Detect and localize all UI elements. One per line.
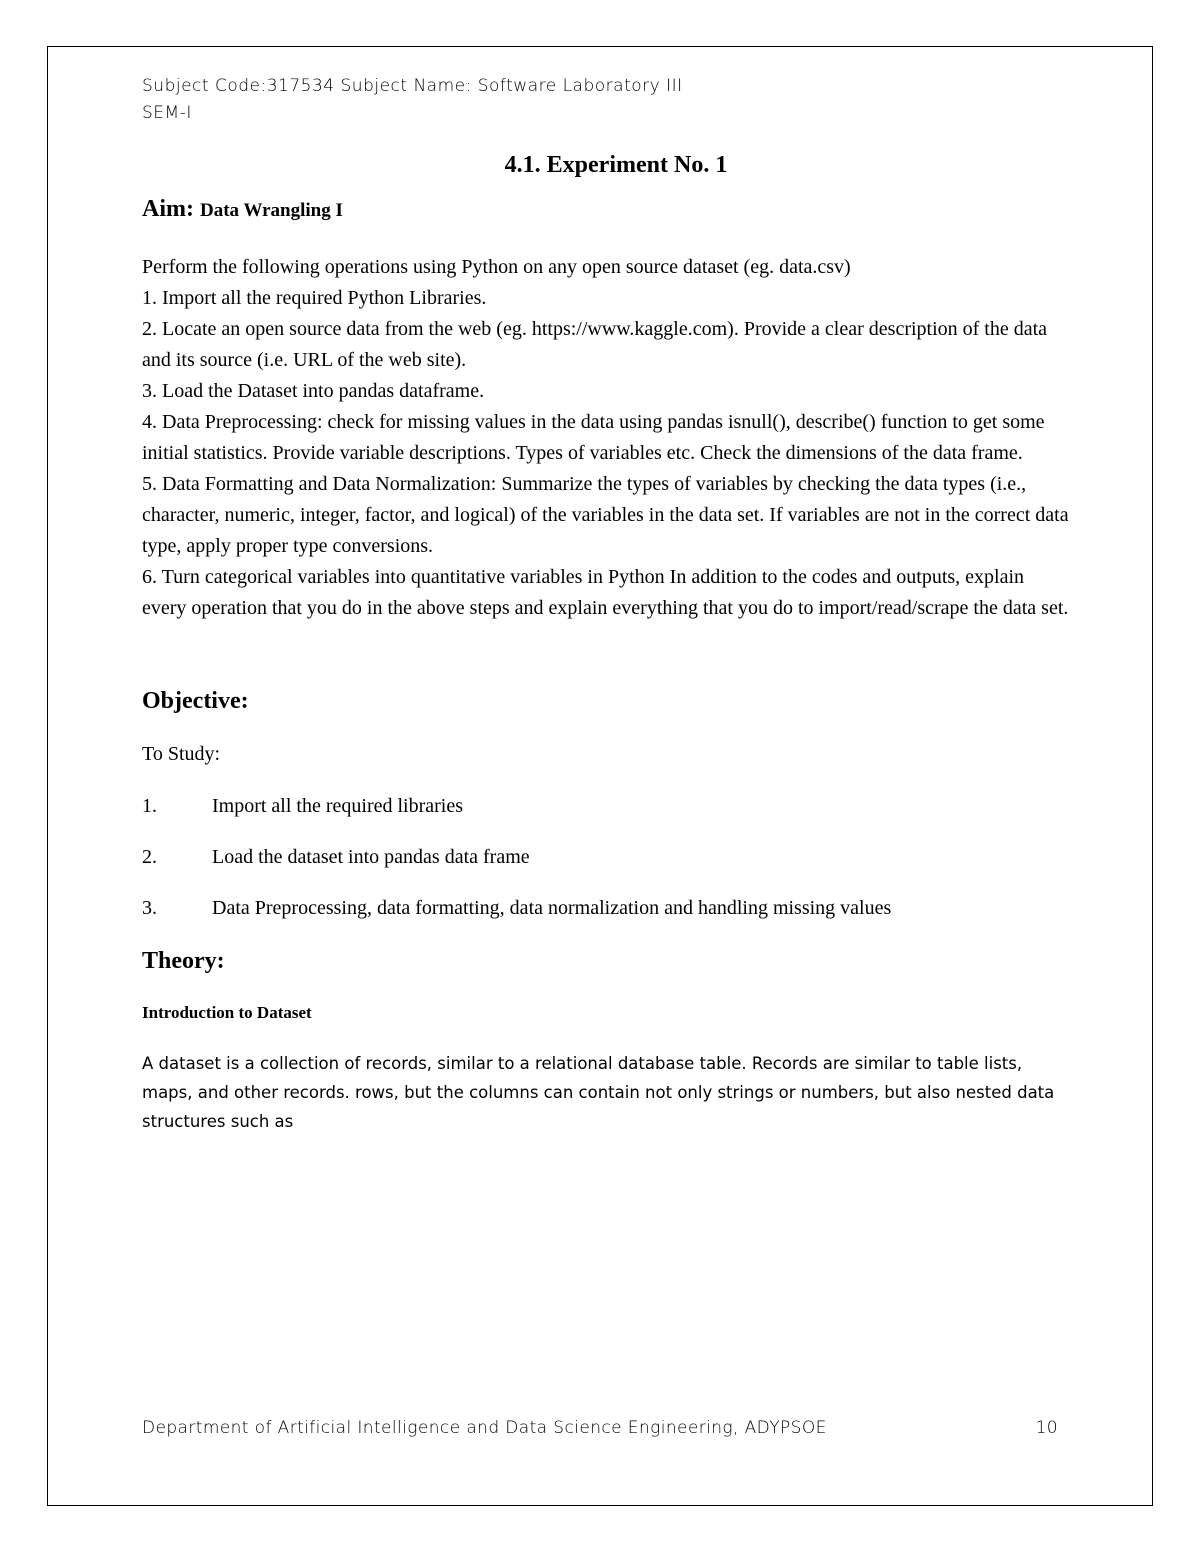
intro-line: Perform the following operations using Python on any open source dataset (eg. data.csv): [142, 256, 851, 278]
page-header: [142, 73, 683, 127]
intro-line: 3. Load the Dataset into pandas dataframe.: [142, 380, 485, 402]
semester-line: SEM-I: [142, 103, 192, 123]
objective-item-number: 1.: [142, 795, 157, 817]
objective-item-text: Load the dataset into pandas data frame: [212, 846, 530, 868]
objective-item: [142, 795, 463, 818]
to-study-label: To Study:: [142, 743, 221, 765]
aim-text: Data Wrangling I: [199, 200, 343, 221]
intro-line: 5. Data Formatting and Data Normalization: Summarize the types of variables by checking the data types (i.e., character, numeric, integer, factor, and logical) of the variables in the data set. If variables are not in the correct data type, apply proper type conversions.: [142, 473, 1069, 557]
problem-statement: [142, 252, 1072, 624]
aim-label: Aim:: [142, 196, 194, 222]
intro-paragraph: A dataset is a collection of records, similar to a relational database table. Records are similar to table lists, maps, and other records. rows, but the columns can contain not only strings or numbers, but also nested data structures such as: [142, 1054, 1055, 1131]
footer-department: Department of Artificial Intelligence and Data Science Engineering, ADYPSOE: [142, 1418, 827, 1438]
objective-item-text: Import all the required libraries: [212, 795, 464, 817]
page-footer: [142, 1418, 1058, 1438]
intro-line: 2. Locate an open source data from the web (eg. https://www.kaggle.com). Provide a clear description of the data and its source (i.e. URL of the web site).: [142, 318, 1048, 371]
page-number: 10: [1035, 1418, 1058, 1438]
objective-heading: Objective:: [142, 688, 249, 714]
objective-item-text: Data Preprocessing, data formatting, data normalization and handling missing values: [212, 897, 892, 919]
intro-line: 1. Import all the required Python Libraries.: [142, 287, 487, 309]
intro-line: 6. Turn categorical variables into quantitative variables in Python In addition to the codes and outputs, explain every operation that you do in the above steps and explain everything that you do to import/read/scrape the data set.: [142, 566, 1069, 619]
experiment-title: 4.1. Experiment No. 1: [504, 152, 728, 178]
objective-item: [142, 897, 891, 920]
objective-item-number: 3.: [142, 897, 157, 919]
intro-line: 4. Data Preprocessing: check for missing values in the data using pandas isnull(), describe() function to get some initial statistics. Provide variable descriptions. Types of variables etc. Check the dimensions of the data frame.: [142, 411, 1045, 464]
subject-line: Subject Code:317534 Subject Name: Software Laboratory III: [142, 76, 683, 96]
theory-heading: Theory:: [142, 948, 225, 974]
objective-item-number: 2.: [142, 846, 157, 868]
aim-line: [142, 196, 343, 223]
objective-item: [142, 846, 530, 869]
intro-subheading: Introduction to Dataset: [142, 1003, 312, 1022]
